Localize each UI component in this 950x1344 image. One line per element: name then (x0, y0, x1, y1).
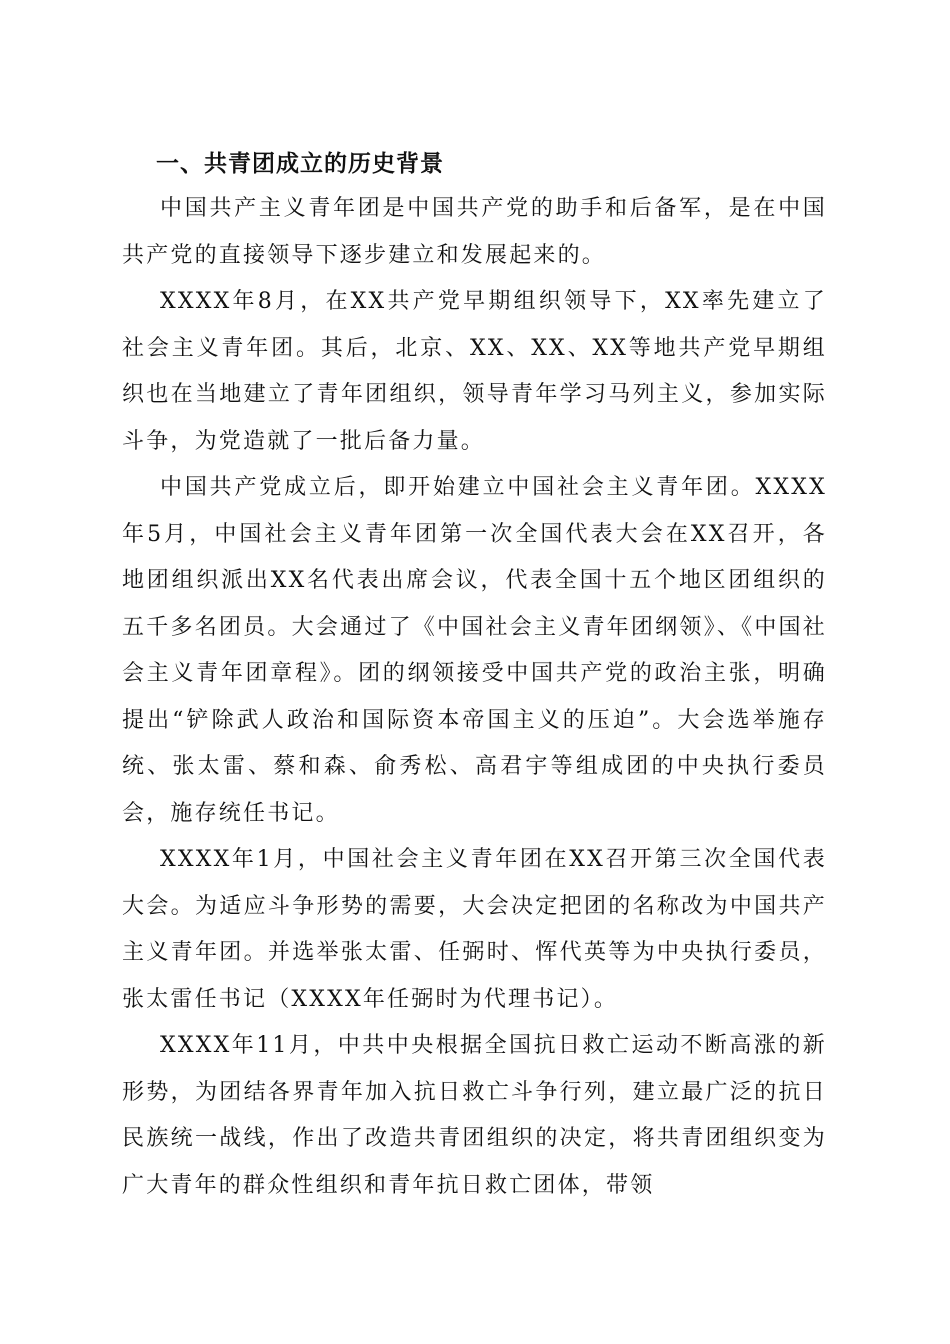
paragraph-third-congress: XXXX年1月，中国社会主义青年团在XX召开第三次全国代表大会。为适应斗争形势的需要，大会决定把团的名称改为中国共产主义青年团。并选举张太雷、任弼时、恽代英等为中央执行委员，张太雷任书记（XXXX年任弼时为代理书记）。 (122, 847, 827, 1012)
paragraph-intro: 中国共产主义青年团是中国共产党的助手和后备军，是在中国共产党的直接领导下逐步建立和发展起来的。 (122, 196, 827, 268)
section-heading: 一、共青团成立的历史背景 (156, 151, 444, 177)
paragraph-early-organization: XXXX年8月，在XX共产党早期组织领导下，XX率先建立了社会主义青年团。其后，北京、XX、XX、XX等地共产党早期组织也在当地建立了青年团组织，领导青年学习马列主义，参加实际斗争，为党造就了一批后备力量。 (122, 289, 827, 454)
document-body (122, 142, 827, 1209)
paragraph-first-congress: 中国共产党成立后，即开始建立中国社会主义青年团。XXXX年5月，中国社会主义青年团第一次全国代表大会在XX召开，各地团组织派出XX名代表出席会议，代表全国十五个地区团组织的五千多名团员。大会通过了《中国社会主义青年团纲领》、《中国社会主义青年团章程》。团的纲领接受中国共产党的政治主张，明确提出“铲除武人政治和国际资本帝国主义的压迫”。大会选举施存统、张太雷、蔡和森、俞秀松、高君宇等组成团的中央执行委员会，施存统任书记。 (122, 475, 827, 826)
paragraph-reorganization: XXXX年11月，中共中央根据全国抗日救亡运动不断高涨的新形势，为团结各界青年加入抗日救亡斗争行列，建立最广泛的抗日民族统一战线，作出了改造共青团组织的决定，将共青团组织变为广大青年的群众性组织和青年抗日救亡团体，带领 (122, 1033, 827, 1198)
